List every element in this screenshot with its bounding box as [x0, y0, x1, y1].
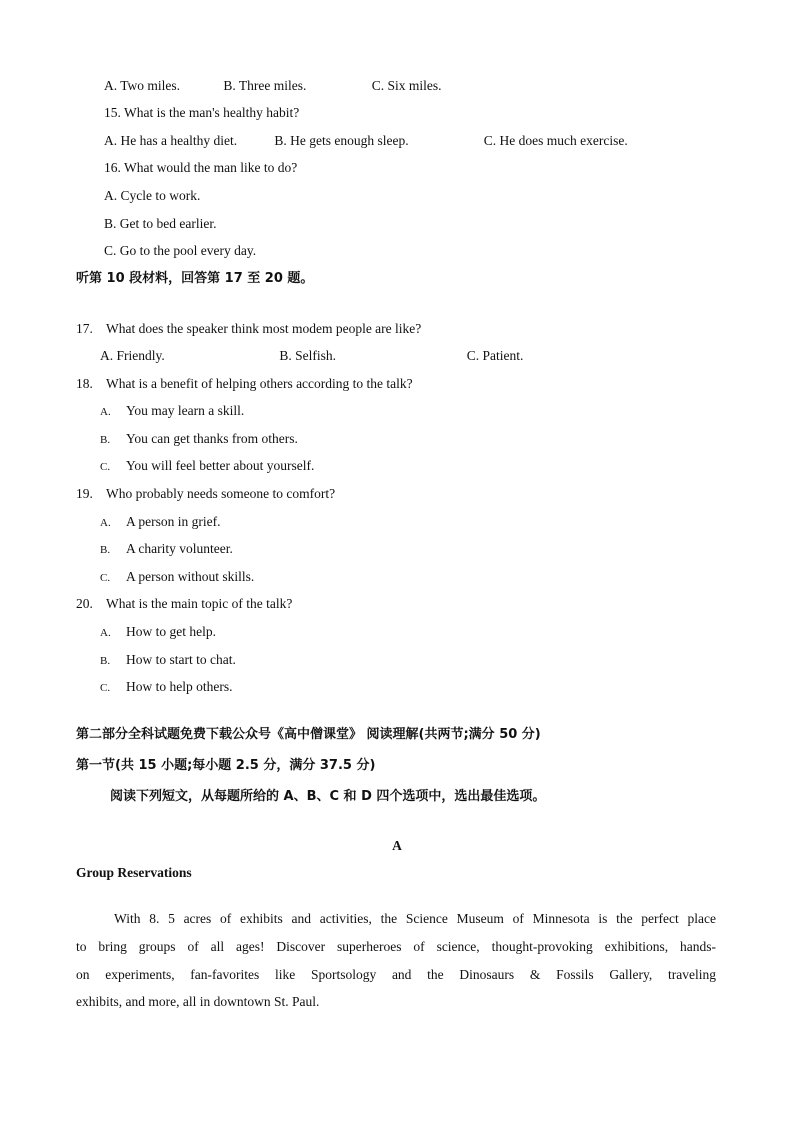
q20-text: What is the main topic of the talk? — [106, 596, 293, 611]
q20-option-b: B. How to start to chat. — [100, 652, 236, 667]
q18-question — [76, 376, 413, 392]
q17-number: 17. — [76, 321, 93, 336]
q14-options — [104, 78, 442, 94]
passage-line-1: With 8. 5 acres of exhibits and activities, the Science Museum of Minnesota is the perfect place — [114, 911, 716, 926]
q17-option-a: A. Friendly. — [100, 348, 165, 363]
q17-option-c: C. Patient. — [466, 348, 524, 363]
q18-option-a: A. You may learn a skill. — [100, 403, 245, 418]
reading-instruction: 阅读下列短文，从每题所给的 A、B、C 和 D 四个选项中，选出最佳选项。 — [110, 789, 546, 804]
q16-option-c: C. Go to the pool every day. — [104, 243, 257, 258]
passage-title: Group Reservations — [76, 865, 192, 880]
q16-question: 16. What would the man like to do? — [104, 160, 298, 175]
q20-option-c: C. How to help others. — [100, 679, 233, 694]
q19-number: 19. — [76, 486, 93, 501]
q16-option-b: B. Get to bed earlier. — [104, 216, 217, 231]
q19-text: Who probably needs someone to comfort? — [106, 486, 336, 501]
section10-heading: 听第 10 段材料，回答第 17 至 20 题。 — [76, 271, 314, 286]
part2-heading: 第二部分全科试题免费下载公众号《高中僧课堂》 阅读理解(共两节;满分 50 分) — [76, 727, 541, 742]
q18-number: 18. — [76, 376, 93, 391]
q18-option-c: C. You will feel better about yourself. — [100, 458, 315, 473]
q15-question: 15. What is the man's healthy habit? — [104, 105, 300, 120]
section1-heading: 第一节(共 15 小题;每小题 2.5 分，满分 37.5 分) — [76, 758, 376, 773]
q14-option-c: C. Six miles. — [371, 78, 442, 93]
q17-option-b: B. Selfish. — [279, 348, 337, 363]
q17-text: What does the speaker think most modem people are like? — [106, 321, 422, 336]
passage-line-3: on experiments, fan-favorites like Sportsology and the Dinosaurs & Fossils Gallery, traveling — [76, 967, 716, 982]
q15-option-b: B. He gets enough sleep. — [274, 133, 409, 148]
passage-line-2: to bring groups of all ages! Discover superheroes of science, thought-provoking exhibitions, hands- — [76, 939, 716, 954]
q18-text: What is a benefit of helping others according to the talk? — [106, 376, 413, 391]
q20-number: 20. — [76, 596, 93, 611]
q19-option-b: B. A charity volunteer. — [100, 541, 233, 556]
q19-question — [76, 486, 335, 502]
passage-line-4: exhibits, and more, all in downtown St. Paul. — [76, 994, 320, 1009]
q20-option-a: A. How to get help. — [100, 624, 216, 639]
q16-option-a: A. Cycle to work. — [104, 188, 201, 203]
q15-option-a: A. He has a healthy diet. — [104, 133, 238, 148]
q15-option-c: C. He does much exercise. — [483, 133, 628, 148]
q17-options — [100, 348, 523, 364]
q14-option-b: B. Three miles. — [223, 78, 307, 93]
q19-option-a: A. A person in grief. — [100, 514, 221, 529]
q14-option-a: A. Two miles. — [104, 78, 181, 93]
q19-option-c: C. A person without skills. — [100, 569, 255, 584]
q18-option-b: B. You can get thanks from others. — [100, 431, 298, 446]
passage-letter: A — [392, 838, 402, 853]
q15-options — [104, 133, 628, 149]
q17-question — [76, 321, 421, 337]
q20-question — [76, 596, 292, 612]
